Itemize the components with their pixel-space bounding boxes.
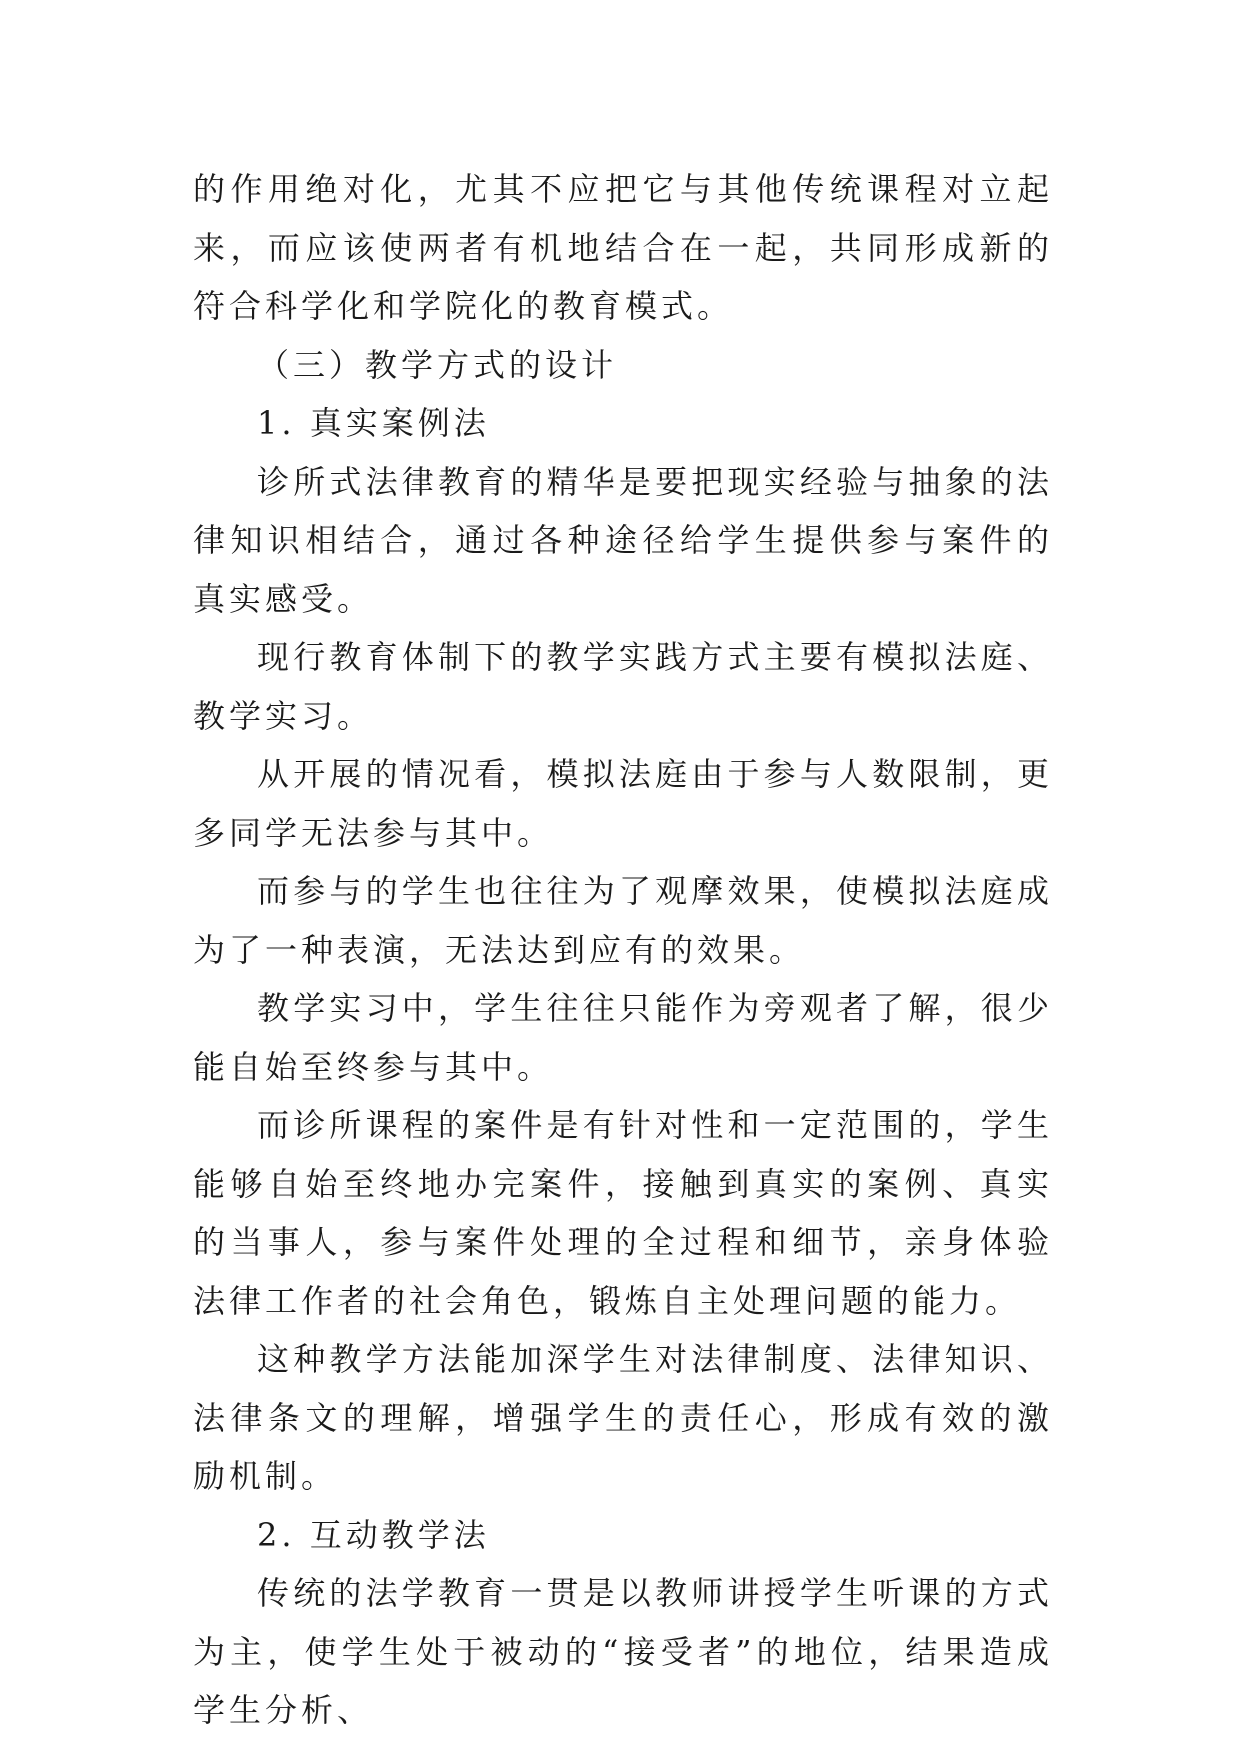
paragraph-6: 教学实习中，学生往往只能作为旁观者了解，很少能自始至终参与其中。 bbox=[193, 989, 1053, 1086]
paragraph-1: 的作用绝对化，尤其不应把它与其他传统课程对立起来，而应该使两者有机地结合在一起，共同形成新的符合科学化和学院化的教育模式。 bbox=[193, 170, 1053, 325]
paragraph-5: 而参与的学生也往往为了观摩效果，使模拟法庭成为了一种表演，无法达到应有的效果。 bbox=[193, 872, 1053, 969]
paragraph-3: 现行教育体制下的教学实践方式主要有模拟法庭、教学实习。 bbox=[193, 638, 1053, 735]
paragraph-8: 这种教学方法能加深学生对法律制度、法律知识、法律条文的理解，增强学生的责任心，形成有效的激励机制。 bbox=[193, 1340, 1053, 1495]
paragraph-9: 传统的法学教育一贯是以教师讲授学生听课的方式为主，使学生处于被动的“接受者”的地位，结果造成学生分析、 bbox=[193, 1574, 1053, 1729]
section-heading-teaching-methods: （三）教学方式的设计 bbox=[257, 345, 618, 384]
body-text bbox=[193, 160, 1053, 1740]
subheading-real-case-method: 1. 真实案例法 bbox=[257, 404, 490, 442]
paragraph-2: 诊所式法律教育的精华是要把现实经验与抽象的法律知识相结合，通过各种途径给学生提供参与案件的真实感受。 bbox=[193, 462, 1053, 618]
paragraph-7: 而诊所课程的案件是有针对性和一定范围的，学生能够自始至终地办完案件，接触到真实的案例、真实的当事人，参与案件处理的全过程和细节，亲身体验法律工作者的社会角色，锻炼自主处理问题的能力。 bbox=[193, 1106, 1053, 1320]
subheading-interactive-method: 2. 互动教学法 bbox=[257, 1515, 490, 1554]
paragraph-4: 从开展的情况看，模拟法庭由于参与人数限制，更多同学无法参与其中。 bbox=[193, 755, 1053, 852]
